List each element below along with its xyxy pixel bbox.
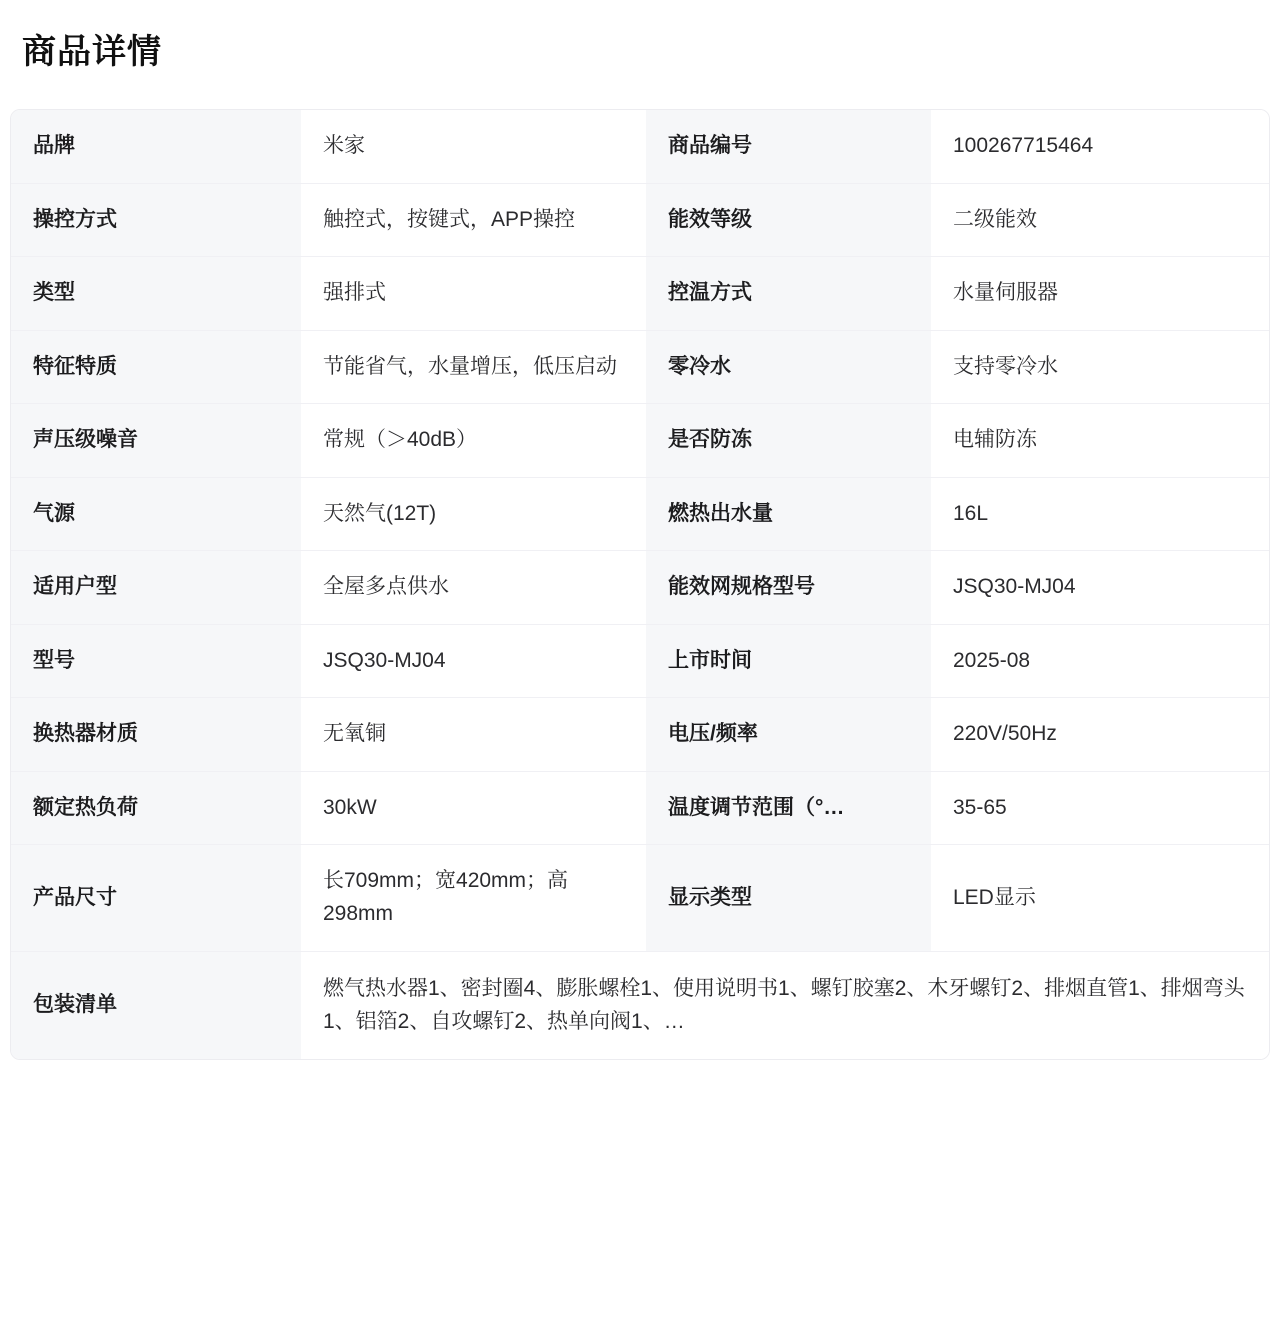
spec-table-card — [10, 109, 1270, 1060]
spec-key: 电压/频率 — [646, 698, 931, 772]
spec-key: 商品编号 — [646, 110, 931, 183]
table-row — [11, 771, 1269, 845]
spec-key: 型号 — [11, 624, 301, 698]
table-row — [11, 110, 1269, 183]
spec-value: 电辅防冻 — [931, 404, 1269, 478]
spec-value: 触控式，按键式，APP操控 — [301, 183, 646, 257]
spec-key: 零冷水 — [646, 330, 931, 404]
table-row — [11, 551, 1269, 625]
page-title: 商品详情 — [22, 33, 162, 71]
spec-key: 特征特质 — [11, 330, 301, 404]
spec-key: 温度调节范围（°… — [646, 771, 931, 845]
spec-key: 产品尺寸 — [11, 845, 301, 951]
spec-value: 水量伺服器 — [931, 257, 1269, 331]
spec-value: JSQ30-MJ04 — [931, 551, 1269, 625]
spec-value: 天然气(12T) — [301, 477, 646, 551]
spec-value: 全屋多点供水 — [301, 551, 646, 625]
table-row — [11, 330, 1269, 404]
spec-key: 额定热负荷 — [11, 771, 301, 845]
table-row-package-list — [11, 951, 1269, 1059]
spec-key: 能效网规格型号 — [646, 551, 931, 625]
spec-key: 操控方式 — [11, 183, 301, 257]
spec-key: 控温方式 — [646, 257, 931, 331]
spec-key: 气源 — [11, 477, 301, 551]
spec-table-body — [11, 110, 1269, 1059]
table-row — [11, 183, 1269, 257]
spec-value: 2025-08 — [931, 624, 1269, 698]
table-row — [11, 404, 1269, 478]
table-row — [11, 698, 1269, 772]
spec-value: 长709mm；宽420mm；高298mm — [301, 845, 646, 951]
product-detail-page — [0, 24, 1280, 1060]
spec-key: 能效等级 — [646, 183, 931, 257]
spec-value: 35-65 — [931, 771, 1269, 845]
spec-key: 显示类型 — [646, 845, 931, 951]
spec-key: 声压级噪音 — [11, 404, 301, 478]
spec-key: 是否防冻 — [646, 404, 931, 478]
spec-key: 上市时间 — [646, 624, 931, 698]
spec-value: 强排式 — [301, 257, 646, 331]
spec-key: 包装清单 — [11, 951, 301, 1059]
spec-value: 支持零冷水 — [931, 330, 1269, 404]
spec-key: 换热器材质 — [11, 698, 301, 772]
spec-key: 品牌 — [11, 110, 301, 183]
spec-key: 适用户型 — [11, 551, 301, 625]
spec-key: 类型 — [11, 257, 301, 331]
spec-value: 二级能效 — [931, 183, 1269, 257]
spec-value: 米家 — [301, 110, 646, 183]
spec-value-package-list — [301, 951, 1269, 1059]
spec-value: 220V/50Hz — [931, 698, 1269, 772]
spec-table — [11, 110, 1269, 1059]
spec-value: LED显示 — [931, 845, 1269, 951]
spec-value: 常规（＞40dB） — [301, 404, 646, 478]
table-row — [11, 624, 1269, 698]
spec-value: 30kW — [301, 771, 646, 845]
package-list-text: 燃气热水器1、密封圈4、膨胀螺栓1、使用说明书1、螺钉胶塞2、木牙螺钉2、排烟直管1、排烟弯头1、铝箔2、自攻螺钉2、热单向阀1、… — [323, 976, 1245, 1034]
spec-value: 16L — [931, 477, 1269, 551]
table-row — [11, 845, 1269, 951]
spec-value: JSQ30-MJ04 — [301, 624, 646, 698]
spec-value: 无氧铜 — [301, 698, 646, 772]
spec-value: 节能省气，水量增压，低压启动 — [301, 330, 646, 404]
spec-value: 100267715464 — [931, 110, 1269, 183]
table-row — [11, 257, 1269, 331]
spec-key: 燃热出水量 — [646, 477, 931, 551]
table-row — [11, 477, 1269, 551]
